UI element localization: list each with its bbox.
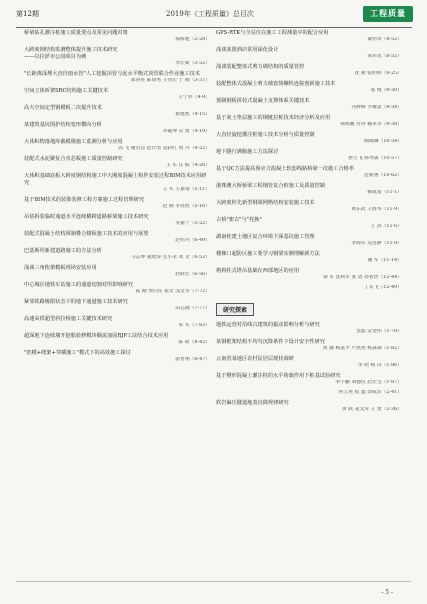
toc-entry	[216, 166, 402, 179]
toc-entry-authors: 孤 刚 贾向东 张文 浅文华（7-72）	[135, 289, 210, 294]
toc-entry-authors: 赵伟丹（6-49）	[175, 238, 210, 243]
toc-entry-authors: 高 飞 谢启良 赵计清 袁彩红 黄 丹（4-22）	[118, 146, 210, 151]
toc-entry	[24, 333, 210, 346]
toc-entry-title: 巴基斯坦新建道路施工的方法分析	[24, 248, 102, 254]
toc-entry-authors: 朱 军（7-83）	[178, 323, 210, 328]
toc-entry-authors: 沈 斌 张明明（9-25）	[354, 71, 402, 76]
toc-entry	[24, 156, 210, 169]
toc-entry-title: 港珠澳大桥桥梁工程钢管复合桩施工及质量控制	[216, 183, 325, 189]
toc-entry-authors: 冯峰峰 罗耀慧（9-34）	[351, 105, 402, 110]
toc-entry	[216, 47, 402, 60]
toc-entry	[24, 197, 210, 210]
toc-entry-authors: 韩海鹏 付涛 赖永华（9-38）	[340, 122, 402, 127]
footer-rule	[16, 581, 411, 582]
toc-entry-authors: 王 军 王嘉靖（5-11）	[162, 187, 210, 192]
right-column	[216, 30, 402, 417]
toc-entry-title: 紧邻铁路极限状态下的地下通道施工技术研究	[24, 299, 128, 305]
toc-entry-title: 大跨度栓先新型钢梁网格结构安装施工技术	[216, 200, 315, 206]
header-rule	[16, 27, 412, 28]
journal-title: 2019年《工程质量》总目次	[166, 10, 254, 18]
toc-entry	[24, 173, 210, 193]
toc-entry-title: 超深地下连续墙开挖船装修模块顺流加固RJP工法结合技术应用	[24, 333, 169, 339]
toc-entry	[216, 115, 402, 128]
toc-entry-authors: 李宏斌（3-32）	[175, 61, 210, 66]
journal-logo: 工程质量	[363, 6, 413, 22]
toc-entry-authors: 赵联宏（6-56）	[175, 272, 210, 277]
toc-entry	[24, 282, 210, 295]
toc-entry	[216, 268, 402, 281]
toc-entry-title: 楼梯口超防区施工要学习钢梁实测理解新方法	[216, 251, 320, 257]
toc-entry-title: 云南省某地区农村民居层现状调研	[216, 356, 294, 362]
toc-entry-title: 浅谈某银酒店常用深化设计	[216, 47, 279, 53]
toc-entry-title: 空间立体析架SRC结构施工关键技术	[24, 88, 109, 94]
toc-entry-title: 格构柱式塔吊基础在西部地区的应用	[216, 268, 300, 274]
toc-entry-title: 基于QC方法提高预应力混凝土软弱线路桥梁一次施工合格率	[216, 166, 354, 172]
toc-entry-authors: 李嘉宁（5-22）	[175, 221, 210, 226]
toc-entry	[216, 200, 402, 213]
toc-entry	[24, 299, 210, 312]
toc-entry	[24, 105, 210, 118]
toc-entry-title: 湖南桂建土地区复合环境下深基坑施工管理	[216, 234, 315, 240]
toc-entry-authors: 赵 刚 李亮胜（5-16）	[162, 204, 210, 209]
toc-entry-title: 装配整体式混凝土剪力墙套筒螺栓连接创新施工技术	[216, 81, 336, 87]
toc-entry	[24, 231, 210, 244]
toc-entry-authors: 郝海建（2-28）	[175, 37, 210, 42]
toc-entry	[216, 285, 402, 291]
toc-entry-title: 浅谈三角桁架模板现场安装应用	[24, 265, 97, 271]
toc-entry	[216, 98, 402, 111]
toc-entry	[216, 322, 402, 335]
toc-entry-authors: 马志坤 梁欣涛 左小永 刘 文（6-53）	[130, 255, 210, 260]
toc-entry-authors: 秦伟荣（8-52）	[367, 37, 402, 42]
toc-entry-title: 中心城区地铁车站施工的通道切割对所影响研究	[24, 282, 133, 288]
toc-entry-title: 装配式水泥聚复合夹芯板施工质量控制研究	[24, 156, 123, 162]
toc-entry	[24, 122, 210, 135]
toc-entry-authors: 李海宾 吴连静（11-9）	[351, 241, 402, 246]
toc-entry-title: 软岩偏压隧道地表沉降规律研究	[216, 400, 289, 406]
toc-entry-authors: 陈 盼（8-42）	[178, 340, 210, 345]
toc-entry	[216, 81, 402, 94]
toc-entry-authors: 梁 军 沈利军 张 恩 孙智贵（12-44）	[322, 275, 402, 280]
toc-entry-authors: 王 军 汪 振（4-26）	[165, 163, 210, 168]
toc-entry-title: 装配式混凝土结构预制叠合楼板施工技术的应用与展望	[24, 231, 149, 237]
toc-entry-authors: 王 淇（11-6）	[370, 224, 402, 229]
toc-entry	[216, 373, 402, 386]
toc-entry-authors: 李宇鹏 刘德民 赵宏宝（1-87）	[335, 380, 402, 385]
toc-entry-authors: 张 维（9-30）	[370, 88, 402, 93]
toc-entry-title: "长距离深埋大直径雨水管"人工挖掘顶管与泥水平衡式顶管联合作业施工技术	[24, 71, 200, 77]
toc-entry-authors: 郑涛亮 陈徐秀 王伟宏 于 刚（3-37）	[130, 78, 210, 83]
toc-entry-title: 某建筑基坑围护结构变形横向分析	[24, 122, 102, 128]
toc-entry-title: 基于灰土垫层施工的钢链拉桩技术经济分析及应用	[216, 115, 331, 121]
toc-entry-title: "铝模+爬架+穿插施工"模式下的高效施工探讨	[24, 350, 131, 356]
toc-entry-title: 某钢框架结构不均匀沉降条件下设计安全性研究	[216, 339, 325, 345]
toc-entry-authors: 蔡建凯（4-15）	[175, 112, 210, 117]
toc-entry-authors: 谢 军（11-14）	[367, 258, 402, 263]
toc-entry	[24, 248, 210, 261]
toc-entry-authors: 唐立飞 韩寿森（10-57）	[348, 156, 402, 161]
toc-entry-authors: 陶晓琳（10-54）	[364, 139, 402, 144]
toc-entry-authors: 黄 敏 杨落平 卢凯亮 杨森森（1-82）	[322, 346, 402, 351]
toc-entry-authors: 李 晗 杨 诗（1-86）	[357, 363, 402, 368]
toc-entry	[24, 214, 210, 227]
toc-entry-title: 古桥"架古"与"托换"	[216, 217, 262, 223]
toc-entry-authors: 黄 跃 姜文涛 王 勇（2-36）	[341, 407, 402, 412]
toc-entry-title: 吊装拆装临时通道水平连续横跨道路桥梁施工技术研究	[24, 214, 149, 220]
toc-entry-authors: 杨成富（11-1）	[367, 190, 402, 195]
page-header	[16, 6, 412, 26]
toc-entry	[216, 30, 402, 43]
toc-entry-authors: 田志刚（7-77）	[175, 306, 210, 311]
toc-entry	[216, 64, 402, 77]
toc-entry-title: GPS-RTK与全站仪在施工工程测量中的配合应用	[216, 30, 329, 36]
toc-entry	[216, 339, 402, 352]
toc-entry	[216, 132, 402, 145]
toc-entry-authors: 丁东飞（12-49）	[364, 285, 402, 290]
toc-entry	[216, 390, 402, 396]
toc-entry	[216, 251, 402, 264]
toc-entry-title: 基于楔形混凝土灌注桩的水平荷载作用下桩基试验研究	[216, 373, 341, 379]
toc-entry-title: 高速高铁超型斜拉桥施工关键技术研究	[24, 316, 113, 322]
toc-entry-title: 桥梁钻孔灌注桩施工质量要点及常见问题对策	[24, 30, 128, 36]
toc-entry-title: 大体积物落地库截模极施工监测分析与应用	[24, 139, 123, 145]
toc-entry	[216, 217, 402, 230]
toc-entry-title: 基于BIM技术的装饰装修工程方案施工过程管理研究	[24, 197, 145, 203]
toc-entry-title: 地下隧行满腹施工方法探讨	[216, 149, 279, 155]
toc-entry-title: 地铁运营对沿线古建筑的振动影响分析与研究	[216, 322, 320, 328]
toc-entry-authors: 何云英 程 鑫 余成洋（2-41）	[338, 390, 402, 395]
toc-entry	[24, 47, 210, 67]
toc-entry	[24, 316, 210, 329]
toc-entry-authors: 金晶 安金伟（1-78）	[356, 329, 402, 334]
toc-entry	[216, 183, 402, 196]
toc-entry	[216, 149, 402, 162]
section-heading: 研究探索	[216, 303, 254, 316]
toc-entry	[24, 30, 210, 43]
toc-entry	[24, 265, 210, 278]
toc-entry	[24, 139, 210, 152]
issue-label: 第12期	[16, 10, 39, 18]
toc-entry-authors: 范新惠（10-62）	[364, 173, 402, 178]
toc-entry	[216, 356, 402, 369]
toc-entry-title: 高大空间定型钢模板二次提升技术	[24, 105, 102, 111]
toc-entry	[24, 88, 210, 101]
toc-entry-title: 浅谈装配整体式剪力墙结构的质量管控	[216, 64, 305, 70]
page-number: - 5 -	[381, 589, 393, 596]
toc-entry	[24, 350, 210, 363]
toc-entry-title: 预制钢板拼装式混凝土支撑体系关键技术	[216, 98, 310, 104]
toc-entry-title: 大体积基础底板大跨度钢结构施工中大刚度混凝土构件安装过程BIM技术应用研究	[24, 173, 207, 186]
toc-entry-authors: 朱伟丞（8-55）	[367, 54, 402, 59]
toc-entry-authors: 游晋翔（8-47）	[175, 357, 210, 362]
left-column	[24, 30, 210, 367]
toc-entry-authors: 黄东武 王海华（11-9）	[351, 207, 402, 212]
toc-entry-title: 大直径旋挖灌注桩施工技术分析与质量控制	[216, 132, 315, 138]
toc-entry-title: 大跨度钢结构监测整体提升施工技术研究 ——以拉萨市公园项目为例	[24, 47, 118, 60]
toc-entry-authors: 李砚坤 吴 勇（4-19）	[162, 129, 210, 134]
toc-entry	[216, 400, 402, 413]
toc-entry-authors: 王宁祥（4-9）	[178, 95, 210, 100]
toc-entry	[24, 71, 210, 84]
toc-entry	[216, 234, 402, 247]
